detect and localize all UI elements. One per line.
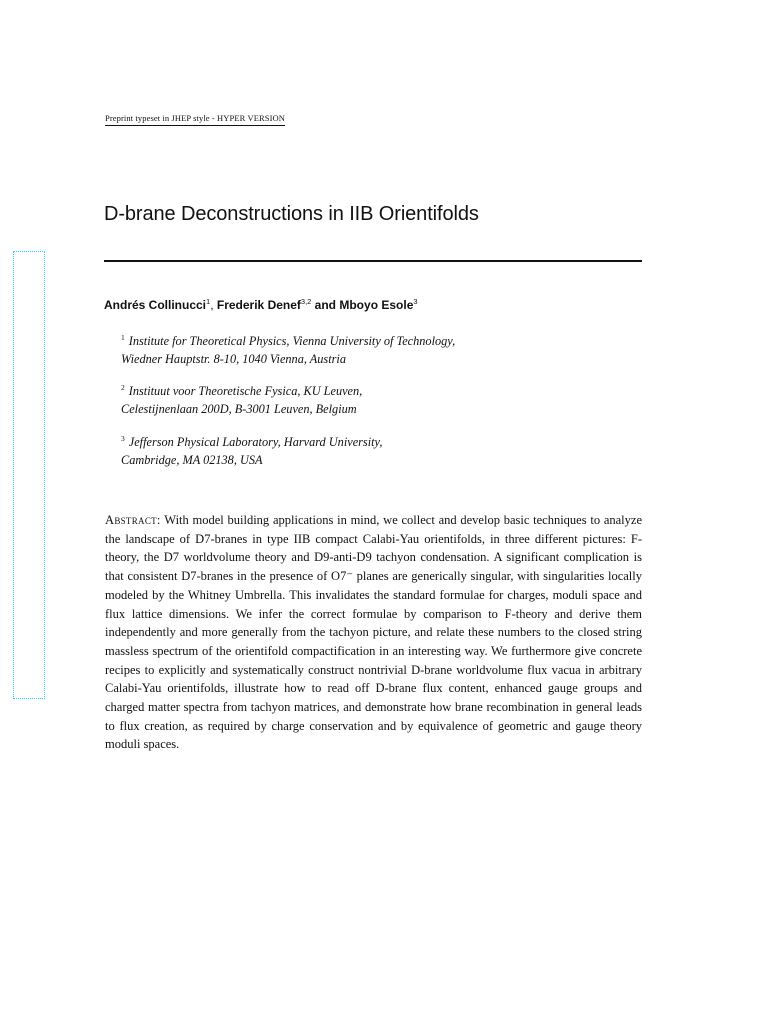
author-separator: , [210, 298, 217, 312]
abstract-label: Abstract: [105, 513, 161, 527]
preprint-note: Preprint typeset in JHEP style - HYPER VERSION [105, 113, 285, 126]
author-separator: and [311, 298, 340, 312]
affiliation-line: Institute for Theoretical Physics, Vienna University of Technology, [128, 334, 456, 348]
affiliation-line: Cambridge, MA 02138, USA [121, 452, 263, 467]
hyperlink-border[interactable] [13, 251, 45, 699]
author-affil-mark: 3,2 [300, 297, 312, 306]
author-list [104, 297, 418, 312]
abstract [105, 511, 642, 754]
abstract-text: With model building applications in mind, we collect and develop basic techniques to analyze the landscape of D7-branes in type IIB compact Calabi-Yau orientifolds, in three different pictures: F-theory, the D7 worldvolume theory and D9-anti-D9 tachyon condensation. A significant complication is that consistent D7-branes in the presence of O7⁻ planes are generically singular, with singularities locally modeled by the Whitney Umbrella. This invalidates the standard formulae for charges, moduli space and flux lattice dimensions. We infer the correct formulae by comparison to F-theory and derive them independently and more generally from the tachyon picture, and relate these numbers to the closed string massless spectrum of the orientifold compactification in an interesting way. We furthermore give concrete recipes to explicitly and systematically construct nontrivial D-brane worldvolume flux vacua in arbitrary Calabi-Yau orientifolds, illustrate how to read off D-brane flux content, enhanced gauge groups and charged matter spectra from tachyon matrices, and demonstrate how brane recombination in general leads to flux creation, as required by charge conservation and by equivalence of geometric and gauge theory moduli spaces. [105, 513, 642, 752]
affiliation [121, 430, 382, 469]
author-name: Frederik Denef [216, 298, 301, 312]
affiliation-mark: 3 [121, 434, 125, 443]
author-affil-mark: 1 [206, 297, 211, 306]
affiliation-mark: 2 [121, 383, 125, 392]
title-rule [104, 260, 642, 262]
author-affil-mark: 3 [413, 297, 418, 306]
author-name: Andrés Collinucci [104, 298, 207, 312]
affiliation-line: Instituut voor Theoretische Fysica, KU Leuven, [128, 384, 363, 398]
author-name: Mboyo Esole [339, 298, 414, 312]
affiliation-line: Jefferson Physical Laboratory, Harvard University, [128, 435, 383, 449]
affiliation [121, 379, 362, 418]
affiliation [121, 329, 455, 368]
affiliation-mark: 1 [121, 333, 125, 342]
paper-title: D-brane Deconstructions in IIB Orientifolds [104, 203, 479, 225]
affiliation-line: Wiedner Hauptstr. 8-10, 1040 Vienna, Austria [121, 351, 346, 366]
affiliation-line: Celestijnenlaan 200D, B-3001 Leuven, Belgium [121, 401, 357, 416]
